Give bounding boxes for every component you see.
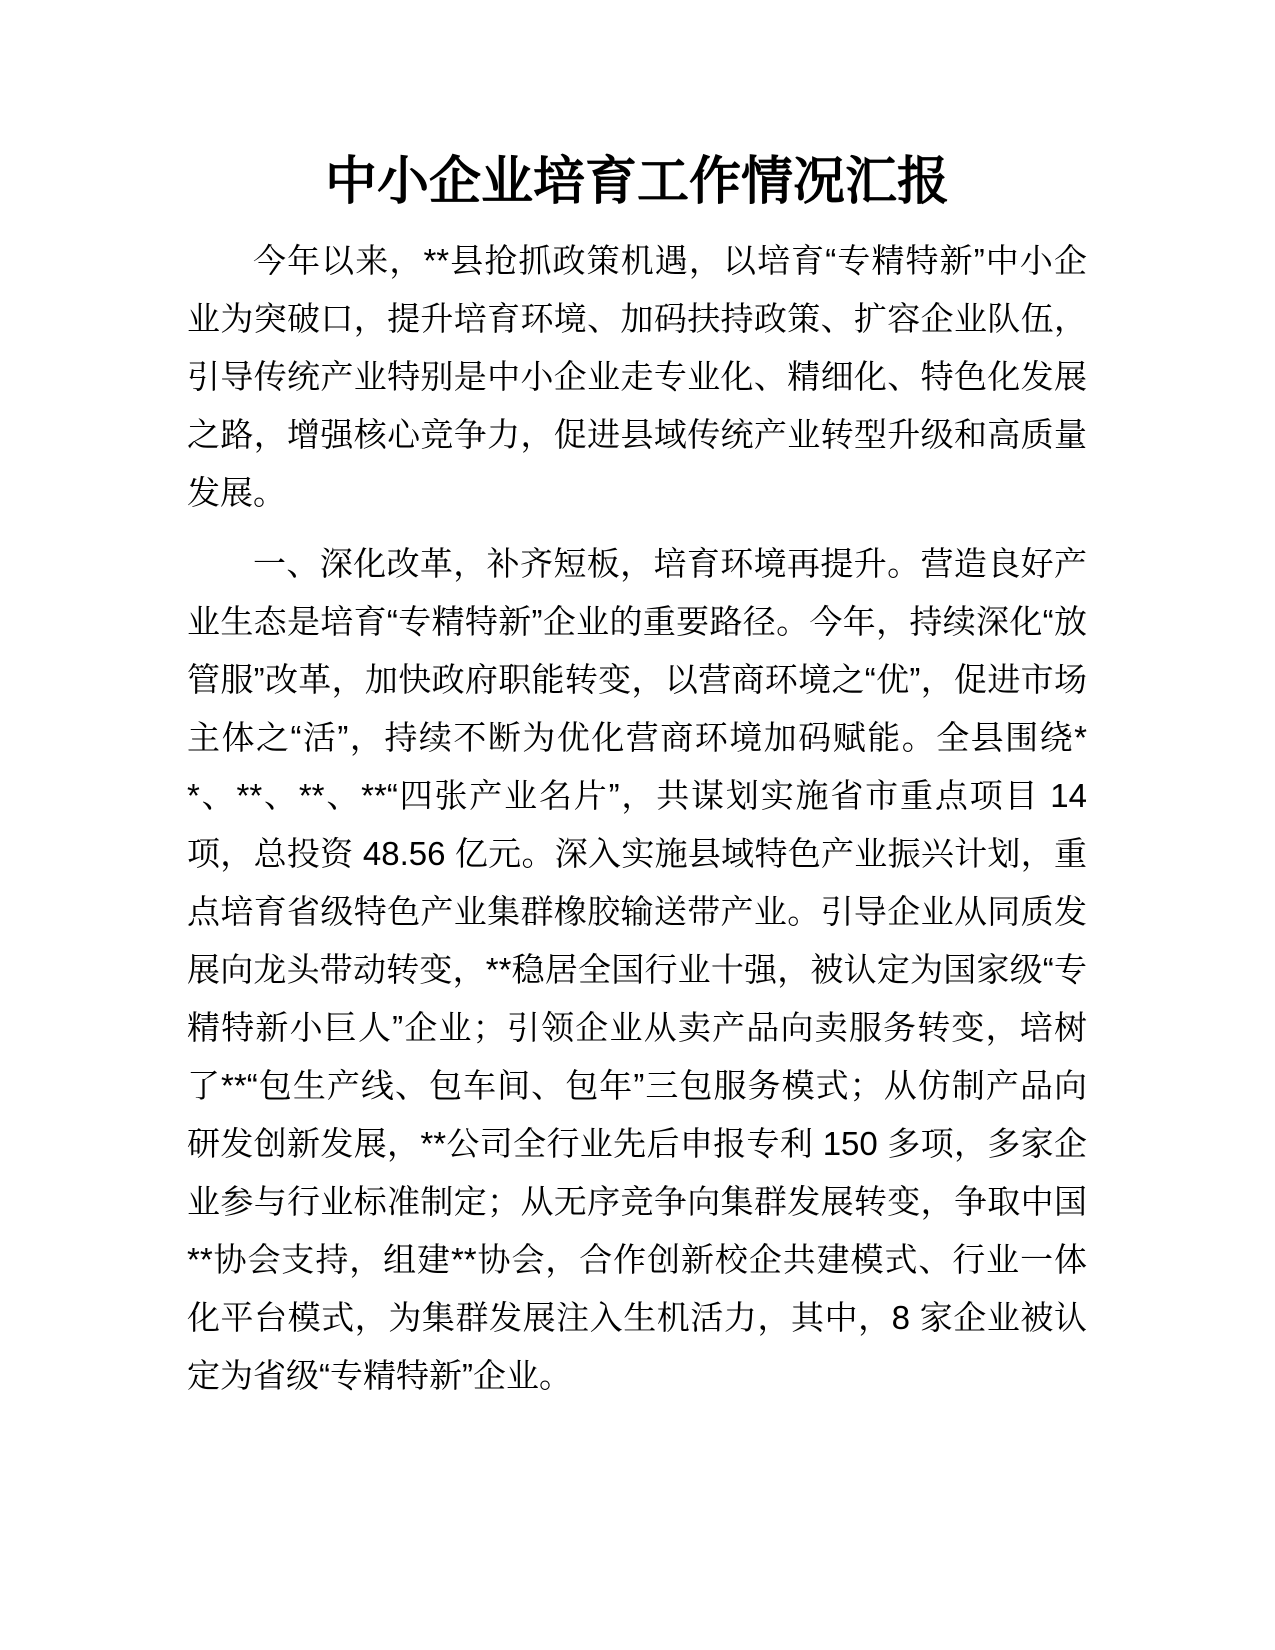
paragraph-section-1: 一、深化改革，补齐短板，培育环境再提升。营造良好产业生态是培育“专精特新”企业的重要路径。今年，持续深化“放管服”改革，加快政府职能转变，以营商环境之“优”，促进市场主体之“活”，持续不断为优化营商环境加码赋能。全县围绕**、**、**、**“四张产业名片”，共谋划实施省市重点项目 14 项，总投资 48.56 亿元。深入实施县域特色产业振兴计划，重点培育省级特色产业集群橡胶输送带产业。引导企业从同质发展向龙头带动转变，**稳居全国行业十强，被认定为国家级“专精特新小巨人”企业；引领企业从卖产品向卖服务转变，培树了**“包生产线、包车间、包年”三包服务模式；从仿制产品向研发创新发展，**公司全行业先后申报专利 150 多项，多家企业参与行业标准制定；从无序竞争向集群发展转变，争取中国**协会支持，组建**协会，合作创新校企共建模式、行业一体化平台模式，为集群发展注入生机活力，其中，8 家企业被认定为省级“专精特新”企业。 bbox=[187, 545, 1087, 1394]
document-title: 中小企业培育工作情况汇报 bbox=[324, 153, 949, 211]
paragraph-intro: 今年以来，**县抢抓政策机遇，以培育“专精特新”中小企业为突破口，提升培育环境、加码扶持政策、扩容企业队伍，引导传统产业特别是中小企业走专业化、精细化、特色化发展之路，增强核心竞争力，促进县域传统产业转型升级和高质量发展。 bbox=[187, 242, 1087, 511]
